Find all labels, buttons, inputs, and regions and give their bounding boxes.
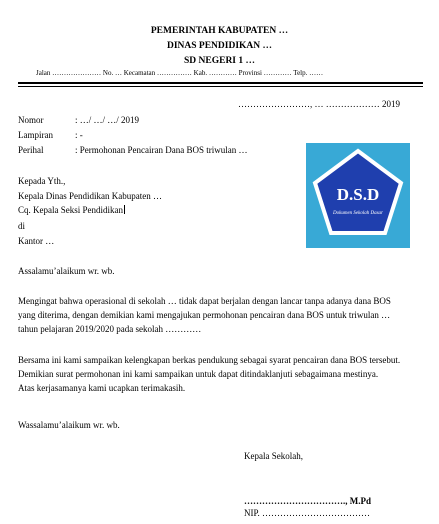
paragraph-1-line: tahun pelajaran 2019/2020 pada sekolah ………… [18,324,202,334]
meta-nomor [18,115,139,125]
letterhead-department: DINAS PENDIDIKAN … [166,41,273,51]
paragraph-1 [18,294,423,336]
paragraph-2 [18,353,423,395]
paragraph-2-line: Bersama ini kami sampaikan kelengkapan berkas pendukung sebagai syarat pencairan dana BOS tersebut. [18,355,401,365]
signature-title: Kepala Sekolah, [244,451,303,461]
signature-nip: NIP. ……………………………… [244,508,371,518]
pentagon-logo-icon [306,143,410,248]
header-divider-thick [18,82,423,84]
closing: Wassalamu’alaikum wr. wb. [18,420,120,430]
nomor-value: : …/ …/ …/ 2019 [75,115,140,125]
recipient-attention-text: Cq. Kepala Seksi Pendidikan [18,205,123,215]
lampiran-value: : - [75,130,83,140]
header-divider-thin [18,86,423,87]
recipient-name: Kepala Dinas Pendidikan Kabupaten … [18,191,162,201]
meta-perihal [18,145,247,155]
paragraph-2-line: Demikian surat permohonan ini kami sampaikan untuk dapat ditindaklanjuti sebagaimana mestinya. [18,369,379,379]
dsd-logo [306,143,410,248]
letter-date: ……………………, … ……………… 2019 [238,99,400,109]
nomor-label: Nomor [18,115,44,125]
perihal-label: Perihal [18,145,44,155]
signature-name: ……………………………., M.Pd [244,496,371,506]
recipient-salutation: Kepada Yth., [18,176,66,186]
greeting: Assalamu’alaikum wr. wb. [18,266,115,276]
perihal-value: : Permohonan Pencairan Dana BOS triwulan … [75,145,248,155]
logo-subtext: Dokumen Sekolah Dasar [333,211,383,216]
letterhead-address: Jalan ………………… No. … Kecamatan …………… Kab. ………… Provinsi ………… Telp. …… [36,69,324,77]
paragraph-1-line: yang diterima, dengan demikian kami mengajukan permohonan pencairan dana BOS untuk triwulan … [18,310,391,320]
paragraph-2-line: Atas kerjasamanya kami ucapkan terimakasih. [18,383,186,393]
recipient-attention [18,205,125,215]
recipient-location: Kantor … [18,236,55,246]
logo-text: D.S.D [336,185,380,204]
letterhead-government: PEMERINTAH KABUPATEN … [150,26,289,36]
recipient-di: di [18,221,26,231]
meta-lampiran [18,130,83,140]
paragraph-1-line: Mengingat bahwa operasional di sekolah … tidak dapat berjalan dengan lancar tanpa adanya dana BOS [18,296,391,306]
letterhead-school: SD NEGERI 1 … [184,56,255,66]
lampiran-label: Lampiran [18,130,53,140]
text-cursor [124,205,125,214]
